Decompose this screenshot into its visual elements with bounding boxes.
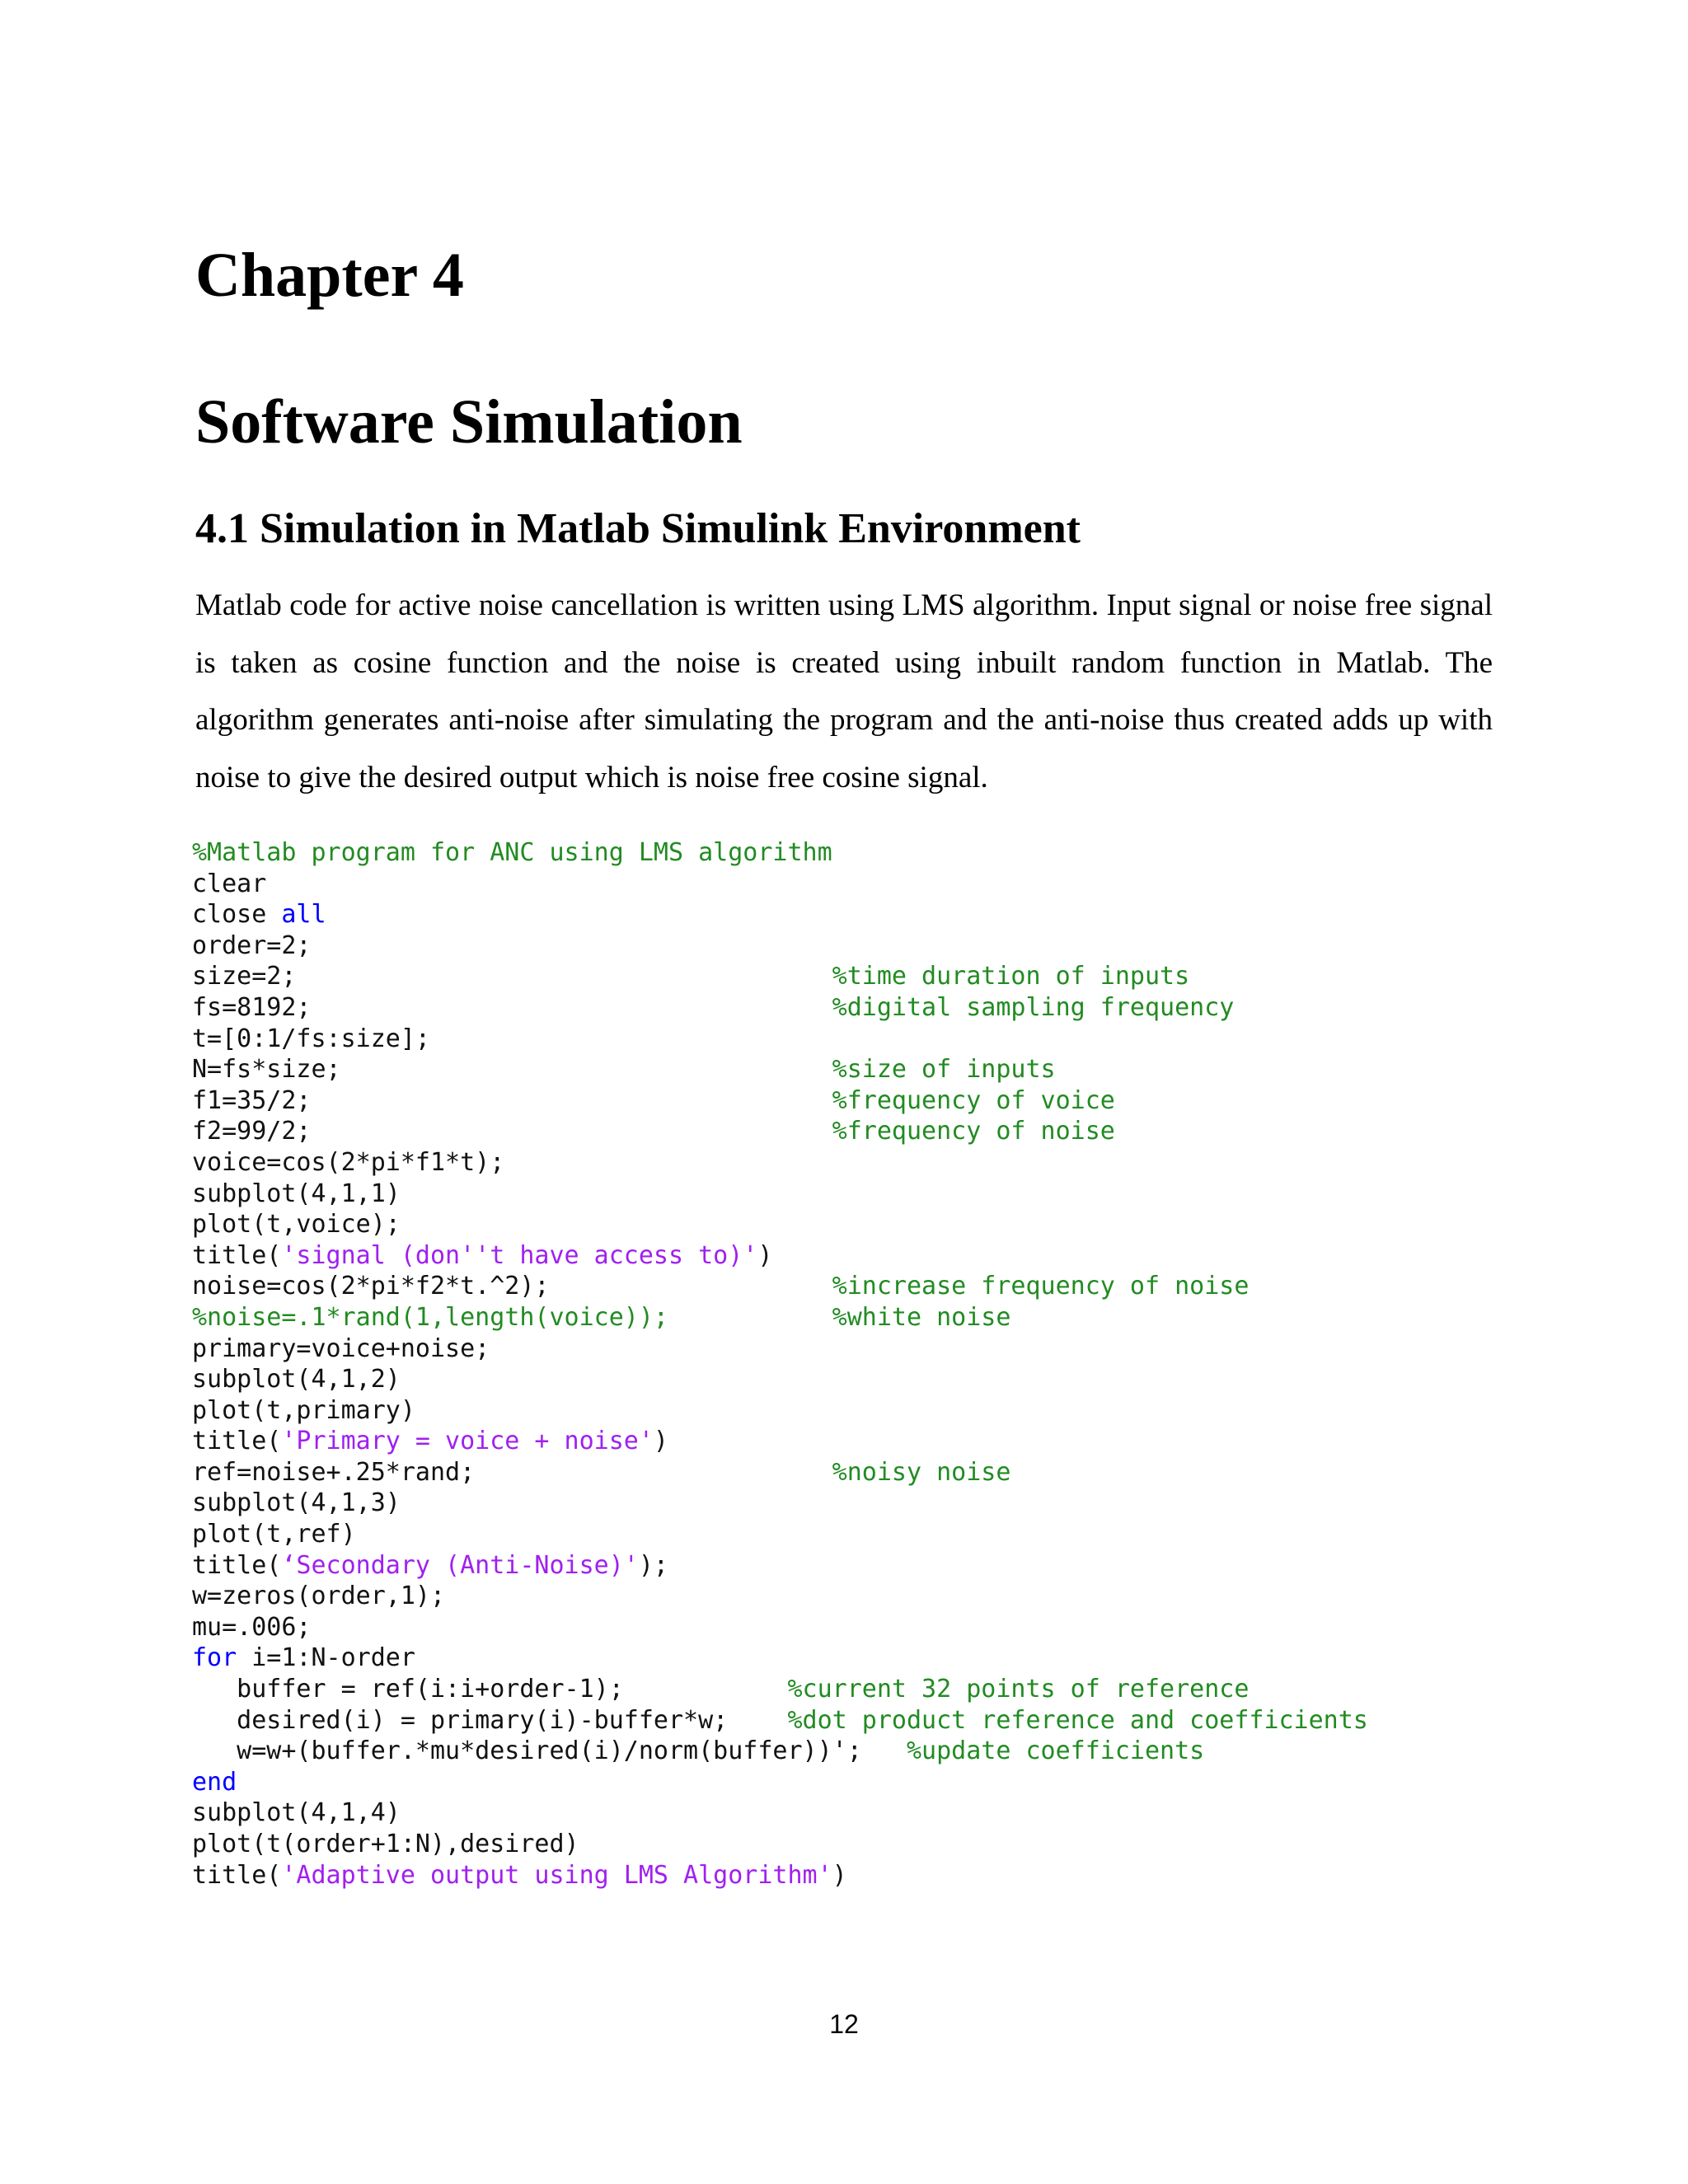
- code-comment: %Matlab program for ANC using LMS algorithm: [192, 838, 832, 867]
- code-listing: [192, 837, 1368, 1891]
- code-line: [192, 899, 1368, 930]
- code-line: [192, 1488, 1368, 1519]
- code-line: [192, 1395, 1368, 1427]
- code-spacing: [341, 1055, 832, 1084]
- code-text: title(: [192, 1860, 282, 1890]
- code-comment: %current 32 points of reference: [787, 1675, 1250, 1704]
- code-spacing: [296, 962, 832, 991]
- code-text: title(: [192, 1240, 282, 1270]
- code-text: ): [757, 1240, 773, 1270]
- code-string: 'signal (don''t have access to)': [281, 1240, 758, 1270]
- code-text: order=2;: [192, 930, 312, 960]
- code-text: close: [192, 900, 282, 930]
- code-line: [192, 1426, 1368, 1457]
- code-text: buffer = ref(i:i+order-1);: [192, 1675, 624, 1704]
- code-text: ): [832, 1860, 847, 1890]
- code-text: fs=8192;: [192, 992, 312, 1022]
- code-comment: %size of inputs: [832, 1055, 1056, 1085]
- code-text: voice=cos(2*pi*f1*t);: [192, 1147, 505, 1177]
- code-comment: %frequency of noise: [832, 1117, 1115, 1146]
- code-line: [192, 1797, 1368, 1829]
- chapter-number: Chapter 4: [195, 241, 464, 310]
- section-heading: 4.1 Simulation in Matlab Simulink Environment: [195, 505, 1081, 552]
- code-line: [192, 1147, 1368, 1179]
- code-text: N=fs*size;: [192, 1055, 341, 1085]
- code-comment: %digital sampling frequency: [832, 992, 1235, 1022]
- code-line: [192, 1209, 1368, 1240]
- code-spacing: [312, 1086, 832, 1115]
- code-line: [192, 1860, 1368, 1891]
- code-line: [192, 1333, 1368, 1365]
- code-text: w=w+(buffer.*mu*desired(i)/norm(buffer))';: [192, 1736, 862, 1766]
- code-line: [192, 1240, 1368, 1272]
- code-line: [192, 1643, 1368, 1674]
- code-line: [192, 1612, 1368, 1643]
- code-spacing: [668, 1303, 832, 1332]
- code-text: subplot(4,1,1): [192, 1179, 401, 1208]
- code-comment: %white noise: [832, 1302, 1011, 1332]
- code-keyword: for: [192, 1643, 237, 1673]
- code-comment: %noisy noise: [832, 1457, 1011, 1487]
- code-line: [192, 1085, 1368, 1117]
- code-text: f1=35/2;: [192, 1085, 312, 1115]
- code-line: [192, 1829, 1368, 1860]
- code-line: [192, 1024, 1368, 1055]
- code-comment: %time duration of inputs: [832, 962, 1190, 991]
- code-text: subplot(4,1,2): [192, 1365, 401, 1394]
- code-keyword: all: [281, 900, 326, 930]
- code-spacing: [862, 1736, 907, 1765]
- code-keyword: end: [192, 1767, 237, 1797]
- code-text: plot(t,voice);: [192, 1210, 401, 1240]
- code-line: [192, 1457, 1368, 1488]
- code-text: plot(t,primary): [192, 1395, 415, 1425]
- code-text: i=1:N-order: [237, 1643, 415, 1673]
- code-spacing: [728, 1706, 787, 1735]
- code-comment: %increase frequency of noise: [832, 1272, 1250, 1301]
- code-line: [192, 1302, 1368, 1333]
- code-text: w=zeros(order,1);: [192, 1582, 446, 1611]
- page-number: 12: [829, 2009, 859, 2039]
- code-text: ref=noise+.25*rand;: [192, 1457, 476, 1487]
- code-line: [192, 1736, 1368, 1767]
- code-text: clear: [192, 869, 267, 898]
- code-line: [192, 1581, 1368, 1612]
- code-line: [192, 1674, 1368, 1705]
- code-line: [192, 1054, 1368, 1085]
- chapter-title: Software Simulation: [195, 387, 743, 457]
- code-spacing: [312, 993, 832, 1022]
- code-spacing: [624, 1675, 788, 1704]
- code-line: [192, 1550, 1368, 1582]
- code-comment: %update coefficients: [906, 1736, 1205, 1766]
- code-text: mu=.006;: [192, 1612, 312, 1642]
- code-comment: %dot product reference and coefficients: [787, 1705, 1368, 1735]
- code-text: subplot(4,1,4): [192, 1798, 401, 1828]
- code-text: noise=cos(2*pi*f2*t.^2);: [192, 1272, 550, 1301]
- code-spacing: [475, 1458, 832, 1487]
- code-line: [192, 869, 1368, 900]
- code-line: [192, 992, 1368, 1024]
- code-text: primary=voice+noise;: [192, 1333, 490, 1363]
- code-text: plot(t(order+1:N),desired): [192, 1830, 579, 1858]
- code-text: t=[0:1/fs:size];: [192, 1024, 430, 1053]
- code-spacing: [312, 1117, 832, 1146]
- code-line: [192, 1364, 1368, 1395]
- code-text: );: [638, 1550, 668, 1580]
- code-line: [192, 837, 1368, 869]
- code-text: plot(t,ref): [192, 1520, 356, 1549]
- code-text: ): [653, 1427, 668, 1456]
- code-comment: %frequency of voice: [832, 1085, 1115, 1115]
- code-line: [192, 1271, 1368, 1302]
- code-text: size=2;: [192, 962, 297, 991]
- code-string: ‘Secondary (Anti-Noise)': [281, 1550, 639, 1580]
- code-spacing: [549, 1272, 832, 1301]
- code-line: [192, 930, 1368, 962]
- code-line: [192, 961, 1368, 992]
- code-text: desired(i) = primary(i)-buffer*w;: [192, 1705, 729, 1735]
- code-text: title(: [192, 1550, 282, 1580]
- code-string: 'Adaptive output using LMS Algorithm': [281, 1860, 832, 1890]
- body-paragraph: Matlab code for active noise cancellation is written using LMS algorithm. Input signal or noise free signal is taken as cosine function and the noise is created using inbuilt random function in Matlab. The algorithm generates anti-noise after simulating the program and the anti-noise thus created adds up with noise to give the desired output which is noise free cosine signal.: [195, 588, 1493, 794]
- code-text: title(: [192, 1427, 282, 1456]
- code-line: [192, 1767, 1368, 1798]
- code-line: [192, 1519, 1368, 1550]
- code-string: 'Primary = voice + noise': [281, 1427, 654, 1456]
- code-text: f2=99/2;: [192, 1117, 312, 1146]
- code-line: [192, 1116, 1368, 1147]
- code-line: [192, 1705, 1368, 1736]
- code-comment: %noise=.1*rand(1,length(voice));: [192, 1302, 668, 1332]
- code-line: [192, 1179, 1368, 1210]
- code-text: subplot(4,1,3): [192, 1488, 401, 1518]
